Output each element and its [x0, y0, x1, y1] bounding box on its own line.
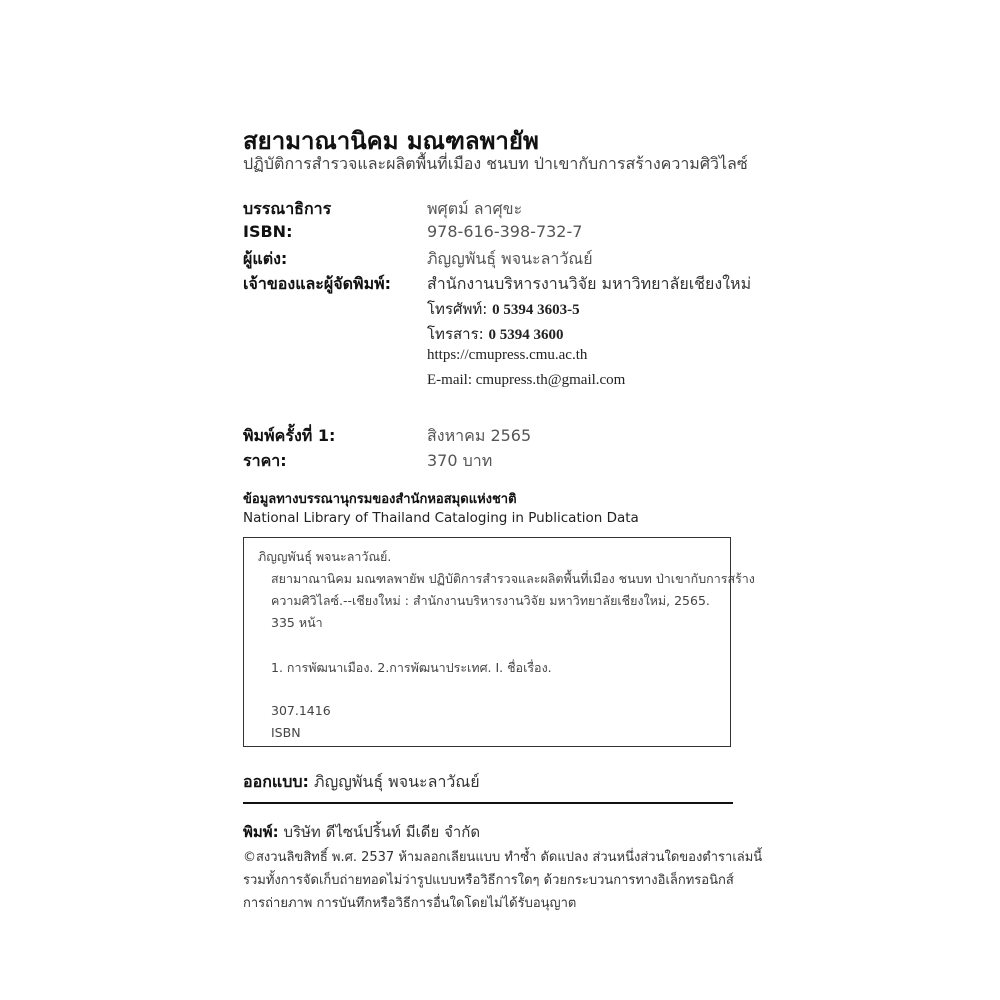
- isbn-label: ISBN:: [243, 222, 293, 241]
- first-print-value: สิงหาคม 2565: [427, 426, 532, 445]
- publisher-label: เจ้าของและผู้จัดพิมพ์:: [243, 274, 392, 293]
- author-label: ผู้แต่ง:: [243, 249, 288, 268]
- publisher-value: สำนักงานบริหารงานวิจัย มหาวิทยาลัยเชียงใหม่: [427, 274, 752, 293]
- cip-pages: 335 หน้า: [271, 615, 323, 630]
- printer-credit: [243, 820, 480, 844]
- cip-classification: 307.1416: [271, 703, 331, 718]
- cip-heading-thai: ข้อมูลทางบรรณานุกรมของสำนักหอสมุดแห่งชาติ: [243, 492, 517, 507]
- phone-label: โทรศัพท์:: [427, 300, 488, 318]
- copyright-line-3: การถ่ายภาพ การบันทึกหรือวิธีการอื่นใดโดยไม่ได้รับอนุญาต: [243, 896, 577, 911]
- first-print-label: พิมพ์ครั้งที่ 1:: [243, 426, 336, 445]
- cip-record-box: [243, 537, 755, 747]
- price-label: ราคา:: [243, 451, 287, 470]
- author-value: ภิญญพันธุ์ พจนะลาวัณย์: [427, 249, 593, 268]
- cip-author: ภิญญพันธุ์ พจนะลาวัณย์.: [258, 549, 392, 564]
- book-title: สยามาณานิคม มณฑลพายัพ: [243, 127, 539, 155]
- divider: [243, 802, 733, 804]
- fax-line: [427, 322, 563, 346]
- isbn-value: 978-616-398-732-7: [427, 222, 583, 241]
- price-row: [243, 449, 743, 473]
- cip-title-line: สยามาณานิคม มณฑลพายัพ ปฏิบัติการสำรวจและผลิตพื้นที่เมือง ชนบท ป่าเขากับการสร้าง: [271, 571, 755, 586]
- fax-value: 0 5394 3600: [488, 327, 564, 343]
- email-row: [243, 372, 743, 396]
- author-row: [243, 247, 743, 271]
- phone-value: 0 5394 3603-5: [492, 302, 580, 318]
- editor-row: [243, 197, 743, 221]
- editor-value: พศุตม์ ลาศุขะ: [427, 199, 523, 218]
- isbn-row: [243, 222, 743, 246]
- cip-heading-english: National Library of Thailand Cataloging in Publication Data: [243, 510, 639, 526]
- price-value: 370 บาท: [427, 451, 493, 470]
- fax-label: โทรสาร:: [427, 325, 484, 343]
- phone-row: [243, 297, 743, 321]
- editor-label: บรรณาธิการ: [243, 199, 332, 218]
- copyright-line-1: ©สงวนลิขสิทธิ์ พ.ศ. 2537 ห้ามลอกเลียนแบบ ทำซ้ำ ดัดแปลง ส่วนหนึ่งส่วนใดของตำราเล่มนี้: [243, 850, 763, 865]
- fax-row: [243, 322, 743, 346]
- cip-subjects: 1. การพัฒนาเมือง. 2.การพัฒนาประเทศ. I. ชื่อเรื่อง.: [271, 660, 552, 675]
- design-credit: [243, 770, 480, 795]
- website-row: [243, 347, 743, 371]
- cip-imprint-line: ความศิวิไลซ์.--เชียงใหม่ : สำนักงานบริหารงานวิจัย มหาวิทยาลัยเชียงใหม่, 2565.: [271, 593, 710, 608]
- copyright-line-2: รวมทั้งการจัดเก็บถ่ายทอดไม่ว่ารูปแบบหรือวิธีการใดๆ ด้วยกระบวนการทางอิเล็กทรอนิกส์: [243, 873, 734, 888]
- publisher-row: [243, 272, 752, 296]
- email-link[interactable]: E-mail: cmupress.th@gmail.com: [427, 372, 626, 388]
- design-label: ออกแบบ:: [243, 772, 309, 791]
- printer-value: บริษัท ดีไซน์ปริ้นท์ มีเดีย จำกัด: [283, 823, 481, 841]
- website-link[interactable]: https://cmupress.cmu.ac.th: [427, 347, 588, 363]
- design-value: ภิญญพันธุ์ พจนะลาวัณย์: [314, 772, 480, 791]
- first-print-row: [243, 424, 743, 448]
- phone-line: [427, 297, 580, 321]
- book-subtitle: ปฏิบัติการสำรวจและผลิตพื้นที่เมือง ชนบท ป่าเขากับการสร้างความศิวิไลซ์: [243, 154, 748, 173]
- cip-isbn: ISBN: [271, 725, 301, 740]
- printer-label: พิมพ์:: [243, 823, 279, 841]
